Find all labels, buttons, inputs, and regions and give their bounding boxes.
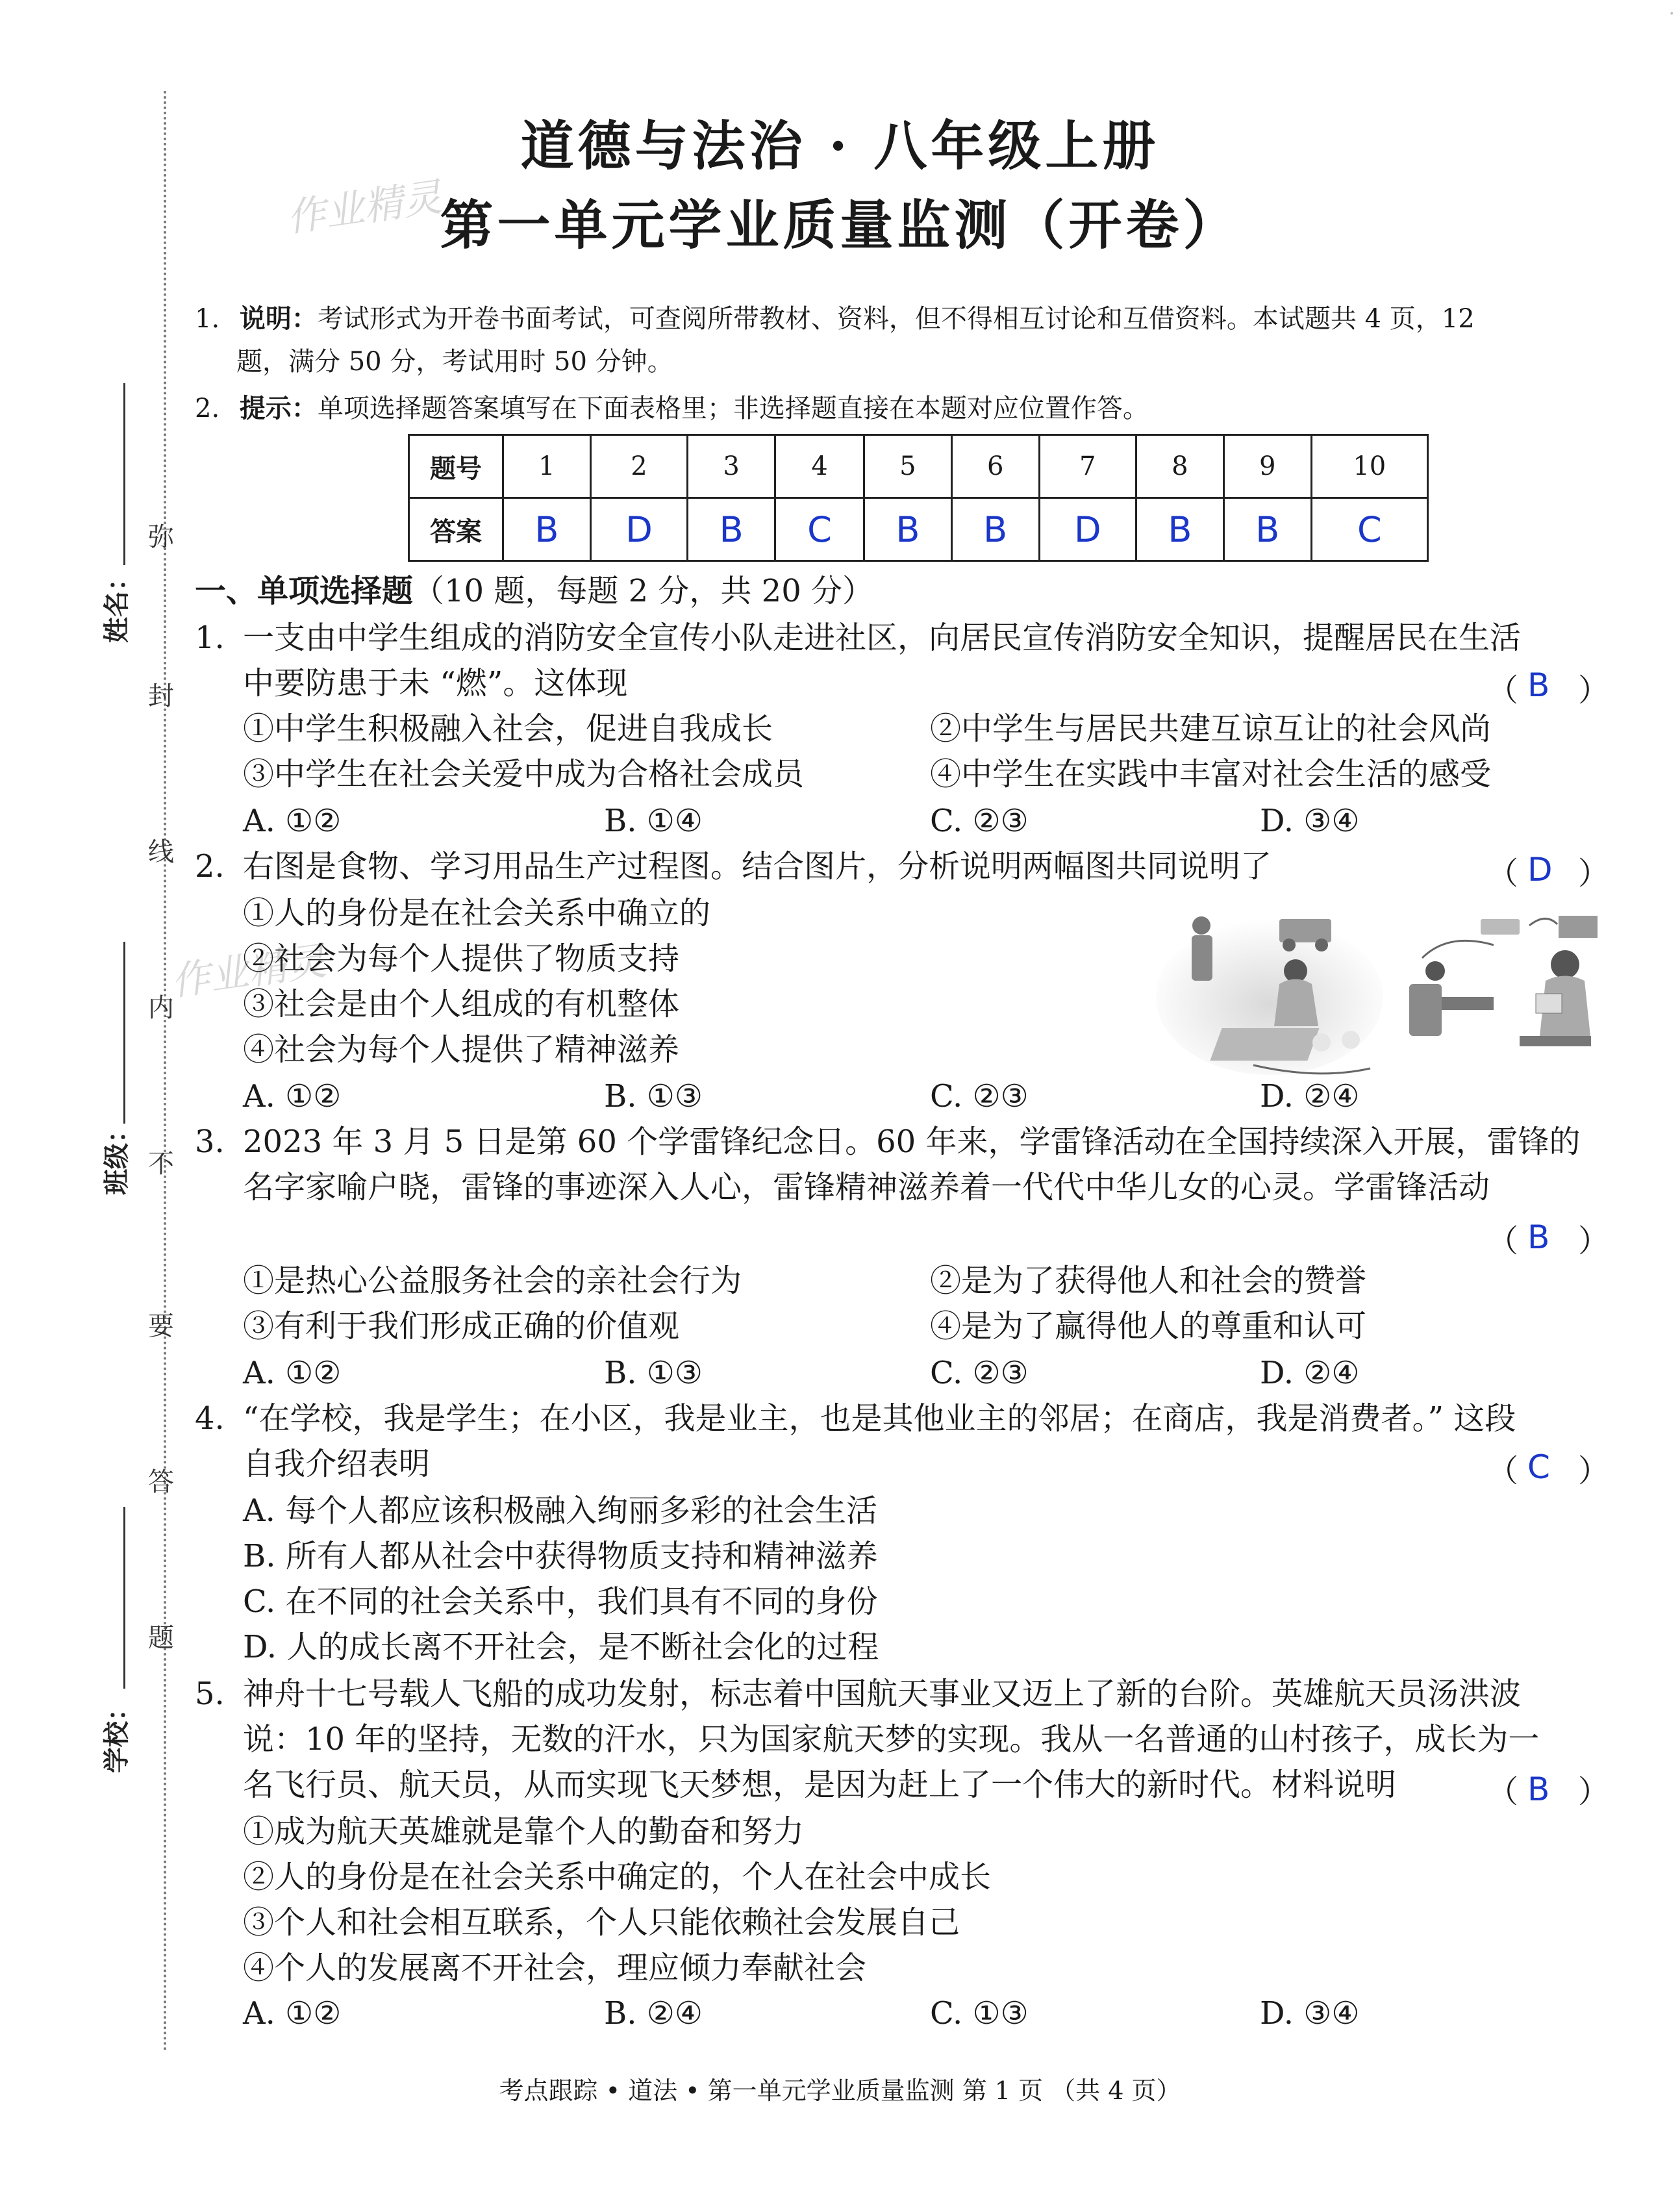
- q3-item: ①是热心公益服务社会的亲社会行为: [243, 1263, 742, 1299]
- q3-stem-line1: 2023 年 3 月 5 日是第 60 个学雷锋纪念日。60 年来，学雷锋活动在全国持续深入开展，雷锋的: [243, 1124, 1581, 1160]
- q5-option[interactable]: D. ③④: [1260, 1995, 1360, 2032]
- corner-mark: ·: [1668, 3, 1675, 25]
- child-head: [1425, 961, 1445, 981]
- boy-head: [1551, 950, 1579, 979]
- q2-paren-close: ）: [1578, 855, 1610, 892]
- answer-cell[interactable]: B: [951, 498, 1039, 561]
- q1-item: ②中学生与居民共建互谅互让的社会风尚: [930, 711, 1492, 747]
- binding-char: 弥: [148, 522, 174, 552]
- q5-stem-line3: 名飞行员、航天员，从而实现飞天梦想，是因为赶上了一个伟大的新时代。材料说明: [243, 1767, 1397, 1803]
- q2-item: ③社会是由个人组成的有机整体: [243, 986, 680, 1022]
- table-cell: 4: [775, 435, 864, 498]
- page-title-line2: 第一单元学业质量监测（开卷）: [440, 194, 1240, 257]
- answer-cell[interactable]: D: [1039, 498, 1136, 561]
- instruction-num: 1.: [195, 304, 220, 334]
- q4-paren-open: （: [1487, 1453, 1519, 1489]
- answer-cell[interactable]: C: [1311, 498, 1427, 561]
- answer-cell[interactable]: B: [688, 498, 775, 561]
- q2-num: 2.: [195, 848, 225, 885]
- table-header: 题号: [409, 435, 503, 498]
- q2-answer[interactable]: D: [1527, 851, 1553, 888]
- answer-cell[interactable]: B: [1136, 498, 1224, 561]
- shop-icon: [1559, 916, 1598, 938]
- class-label: 班级：: [101, 1117, 132, 1195]
- book-icon: [1536, 994, 1562, 1013]
- answer-cell[interactable]: B: [503, 498, 591, 561]
- q2-item: ④社会为每个人提供了精神滋养: [243, 1031, 680, 1068]
- q4-option[interactable]: A. 每个人都应该积极融入绚丽多彩的社会生活: [243, 1493, 878, 1529]
- instruction-label: 说明：: [239, 303, 318, 334]
- q1-item: ①中学生积极融入社会，促进自我成长: [243, 711, 773, 747]
- process-arrow: [1422, 940, 1494, 958]
- q1-item: ③中学生在社会关爱中成为合格社会成员: [243, 756, 805, 792]
- instruction-1-cont: 题，满分 50 分，考试用时 50 分钟。: [236, 347, 673, 377]
- table-cell: 8: [1136, 435, 1224, 498]
- farmer-icon: [1192, 935, 1212, 981]
- q5-answer[interactable]: B: [1527, 1770, 1550, 1808]
- table-cell: 7: [1039, 435, 1136, 498]
- q3-option[interactable]: C. ②③: [930, 1355, 1029, 1391]
- q4-num: 4.: [195, 1400, 225, 1437]
- q1-item: ④中学生在实践中丰富对社会生活的感受: [930, 756, 1492, 792]
- q4-option[interactable]: B. 所有人都从社会中获得物质支持和精神滋养: [243, 1538, 878, 1574]
- q4-stem-line1: “在学校，我是学生；在小区，我是业主，也是其他业主的邻居；在商店，我是消费者。” 这段: [243, 1400, 1516, 1437]
- table-row-numbers: [409, 435, 1428, 498]
- q1-paren-open: （: [1487, 672, 1519, 709]
- q1-answer[interactable]: B: [1527, 666, 1550, 704]
- instruction-text: 考试形式为开卷书面考试，可查阅所带教材、资料，但不得相互讨论和互借资料。本试题共 4 页，12: [317, 304, 1475, 334]
- q4-answer[interactable]: C: [1527, 1448, 1550, 1486]
- instruction-label: 提示：: [239, 393, 318, 423]
- q4-paren-close: ）: [1578, 1453, 1610, 1489]
- q4-option[interactable]: C. 在不同的社会关系中，我们具有不同的身份: [243, 1583, 878, 1620]
- q5-stem-line2: 说：10 年的坚持，无数的汗水，只为国家航天梦的实现。我从一名普通的山村孩子，成长为一: [243, 1721, 1540, 1757]
- school-label: 学校：: [101, 1695, 132, 1773]
- table-row-answers: [409, 498, 1428, 561]
- q5-item: ④个人的发展离不开社会，理应倾力奉献社会: [243, 1950, 867, 1986]
- reading-desk-icon: [1520, 1036, 1591, 1046]
- q5-paren-open: （: [1487, 1774, 1519, 1810]
- girl-eating-icon: [1274, 979, 1318, 1027]
- q3-item: ②是为了获得他人和社会的赞誉: [930, 1263, 1367, 1299]
- q2-option[interactable]: C. ②③: [930, 1078, 1029, 1115]
- q2-item: ②社会为每个人提供了物质支持: [243, 940, 680, 977]
- section-title: [195, 570, 873, 612]
- q3-stem-line2: 名字家喻户晓，雷锋的事迹深入人心，雷锋精神滋养着一代代中华儿女的心灵。学雷锋活动: [243, 1169, 1490, 1205]
- instruction-text: 单项选择题答案填写在下面表格里；非选择题直接在本题对应位置作答。: [317, 394, 1149, 423]
- q5-item: ③个人和社会相互联系，个人只能依赖社会发展自己: [243, 1904, 960, 1941]
- binding-char: 题: [148, 1623, 174, 1653]
- q5-option[interactable]: B. ②④: [604, 1995, 703, 2032]
- q1-stem-line1: 一支由中学生组成的消防安全宣传小队走进社区，向居民宣传消防安全知识，提醒居民在生活: [243, 620, 1522, 656]
- q2-item: ①人的身份是在社会关系中确立的: [243, 895, 711, 931]
- binding-char: 线: [148, 837, 174, 867]
- school-write-line[interactable]: [123, 1507, 125, 1689]
- food-tray-icon: [1210, 1028, 1319, 1061]
- binding-dotted-line: [164, 91, 166, 2052]
- binding-char: 封: [148, 681, 174, 711]
- table-cell: 2: [590, 435, 687, 498]
- answer-cell[interactable]: B: [864, 498, 951, 561]
- q1-num: 1.: [195, 620, 225, 656]
- answer-cell[interactable]: C: [775, 498, 864, 561]
- name-label: 姓名：: [101, 565, 132, 643]
- q1-option[interactable]: D. ③④: [1260, 803, 1360, 839]
- answer-cell[interactable]: B: [1223, 498, 1311, 561]
- answer-table: [408, 434, 1429, 562]
- chair-icon: [1409, 984, 1442, 1036]
- q5-item: ②人的身份是在社会关系中确定的，个人在社会中成长: [243, 1859, 992, 1895]
- q3-paren-open: （: [1487, 1223, 1519, 1259]
- q3-num: 3.: [195, 1124, 225, 1160]
- q5-stem-line1: 神舟十七号载人飞船的成功发射，标志着中国航天事业又迈上了新的台阶。英雄航天员汤洪波: [243, 1676, 1522, 1712]
- q4-stem-line2: 自我介绍表明: [243, 1446, 431, 1482]
- table-cell: 1: [503, 435, 591, 498]
- table-cell: 10: [1311, 435, 1427, 498]
- q1-option[interactable]: A. ①②: [243, 803, 342, 839]
- farmer-head: [1192, 916, 1210, 935]
- q2-paren-open: （: [1487, 855, 1519, 892]
- q2-option[interactable]: A. ①②: [243, 1078, 342, 1115]
- answer-cell[interactable]: D: [590, 498, 687, 561]
- q3-option[interactable]: B. ①③: [604, 1355, 703, 1391]
- q3-paren-close: ）: [1578, 1223, 1610, 1259]
- q1-option[interactable]: C. ②③: [930, 803, 1029, 839]
- table-cell: 5: [864, 435, 951, 498]
- q5-option[interactable]: C. ①③: [930, 1995, 1029, 2032]
- q1-option[interactable]: B. ①④: [604, 803, 703, 839]
- q3-option[interactable]: A. ①②: [243, 1355, 342, 1391]
- q3-answer[interactable]: B: [1527, 1218, 1550, 1256]
- q5-option[interactable]: A. ①②: [243, 1995, 342, 2032]
- production-process-illustration: [1156, 906, 1611, 1081]
- binding-char: 要: [148, 1311, 174, 1341]
- binding-char: 内: [148, 993, 174, 1023]
- binding-char: 答: [148, 1467, 174, 1497]
- q1-paren-close: ）: [1578, 672, 1610, 709]
- q3-item: ④是为了赢得他人的尊重和认可: [930, 1308, 1367, 1344]
- instruction-1: [195, 297, 1475, 340]
- section-title-text: 一、单项选择题: [195, 573, 414, 609]
- factory-icon: [1481, 919, 1520, 935]
- watermark-top: 作业精灵: [283, 174, 445, 242]
- class-write-line[interactable]: [123, 942, 125, 1124]
- table-cell: 6: [951, 435, 1039, 498]
- table-cell: 3: [688, 435, 775, 498]
- instruction-num: 2.: [195, 394, 220, 423]
- page-title-line1: 道德与法治 · 八年级上册: [520, 115, 1160, 177]
- q5-item: ①成为航天英雄就是靠个人的勤奋和努力: [243, 1813, 805, 1850]
- desk-icon: [1442, 997, 1494, 1010]
- watermark-middle: 作业精灵: [168, 938, 329, 1005]
- name-write-line[interactable]: [123, 383, 125, 565]
- q2-option[interactable]: D. ②④: [1260, 1078, 1360, 1115]
- q3-item: ③有利于我们形成正确的价值观: [243, 1308, 680, 1344]
- q2-option[interactable]: B. ①③: [604, 1078, 703, 1115]
- q5-paren-close: ）: [1578, 1774, 1610, 1810]
- q5-num: 5.: [195, 1676, 225, 1712]
- binding-char: 不: [148, 1149, 174, 1179]
- table-cell: 9: [1223, 435, 1311, 498]
- table-header: 答案: [409, 498, 503, 561]
- page-footer: 考点跟踪 • 道法 • 第一单元学业质量监测 第 1 页 （共 4 页）: [499, 2076, 1181, 2105]
- q4-option[interactable]: D. 人的成长离不开社会，是不断社会化的过程: [243, 1629, 879, 1665]
- instruction-2: [195, 387, 1149, 430]
- q1-stem-line2: 中要防患于未 “燃”。这体现: [243, 665, 628, 701]
- section-subtitle: （10 题，每题 2 分，共 20 分）: [413, 573, 874, 609]
- q3-option[interactable]: D. ②④: [1260, 1355, 1360, 1391]
- q2-stem-line1: 右图是食物、学习用品生产过程图。结合图片，分析说明两幅图共同说明了: [243, 848, 1272, 885]
